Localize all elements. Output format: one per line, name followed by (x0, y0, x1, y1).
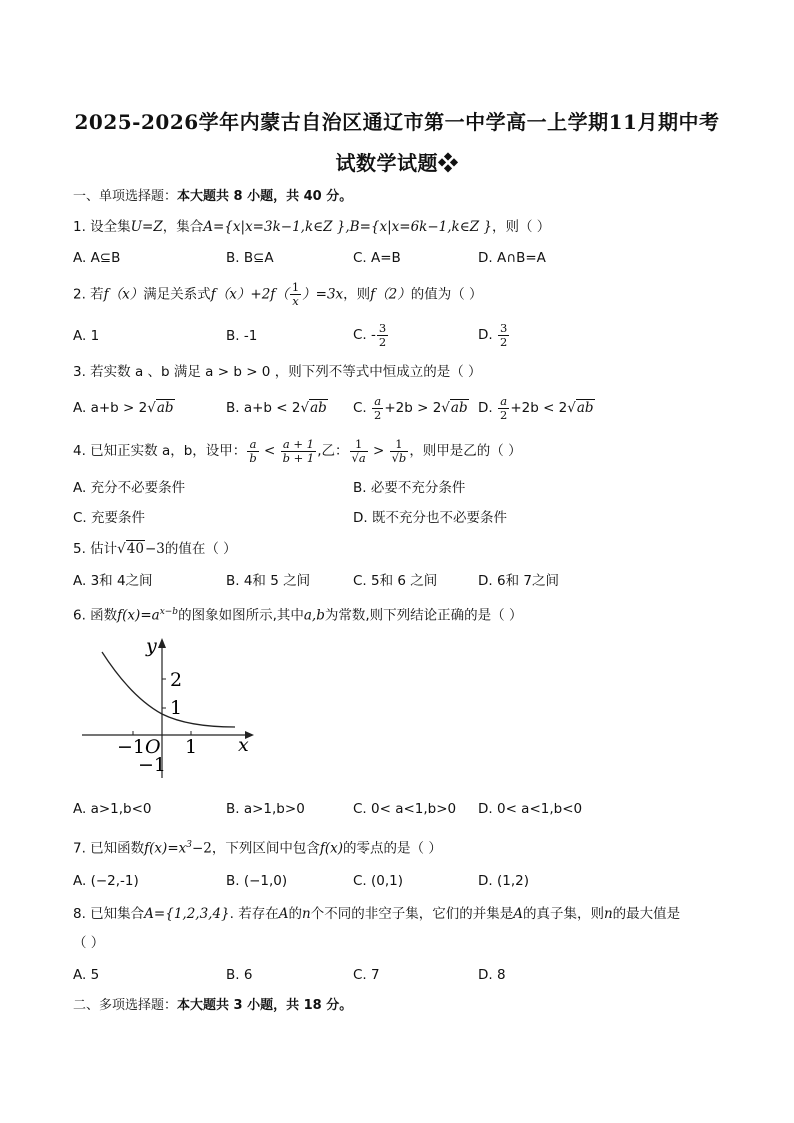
q2-math-relation: f（x）+2f（ (210, 286, 289, 303)
q2-option-c (353, 318, 389, 352)
q6-option-b: B. a>1,b>0 (226, 801, 305, 817)
q3-c-num: a (372, 395, 383, 409)
q5-sqrt: √40 (117, 541, 144, 557)
graph-label-y: y (146, 635, 157, 657)
q1-text-c: ，集合 (162, 219, 204, 235)
q5-text-a: 5. 估计 (73, 541, 118, 557)
q4-f1-den: b (249, 450, 257, 465)
q7-math-fx: f(x) (319, 840, 344, 857)
q8-text-k: 的最大值是 (612, 906, 681, 922)
section-2-heading (73, 997, 352, 1015)
q4-f3-num: 1 (350, 438, 368, 452)
q4-f3-den: √a (351, 450, 366, 465)
q7-math-exponent: 3 (186, 840, 192, 850)
graph-label-x: x (238, 734, 249, 756)
q3-d-mid: +2b < 2 (510, 400, 568, 416)
graph-label-neg1-y: −1 (138, 754, 167, 776)
q4-option-b: B. 必要不充分条件 (353, 480, 466, 496)
q2-text-a: 2. 若 (73, 286, 104, 303)
q2-text-c: 满足关系式 (143, 286, 211, 303)
section-2-prefix: 二、多项选择题： (73, 998, 178, 1013)
q4-fraction-1 (247, 438, 258, 465)
q2-option-d (478, 318, 510, 352)
q3-d-label: D. (478, 400, 497, 416)
q1-math-sets: A={x|x=3k−1,k∈Z },B={x|x=6k−1,k∈Z } (203, 219, 492, 235)
q2-option-b: B. -1 (226, 328, 258, 344)
q3-d-num: a (498, 395, 509, 409)
q1-option-c: C. A=B (353, 250, 401, 266)
q4-f1-num: a (247, 438, 258, 452)
q2-c-num: 3 (378, 320, 387, 335)
q3-d-radicand: ab (576, 400, 594, 416)
question-3-stem: 3. 若实数 a 、b 满足 a > b > 0 ，则下列不等式中恒成立的是（ ） (73, 364, 482, 380)
question-5-stem (73, 540, 237, 558)
y-axis-arrow (158, 638, 166, 648)
q3-d-fraction (498, 395, 509, 422)
q8-text-a: 8. 已知集合 (73, 906, 145, 922)
q5-minus-three: −3 (144, 541, 165, 557)
q4-option-a: A. 充分不必要条件 (73, 480, 186, 496)
q2-d-den: 2 (499, 334, 508, 349)
q7-option-c: C. (0,1) (353, 873, 404, 889)
question-4-stem (73, 433, 522, 469)
graph-label-origin: O (145, 736, 161, 758)
exam-title-line1: 2025-2026学年内蒙古自治区通辽市第一中学高一上学期11月期中考 (74, 110, 720, 134)
section-1-prefix: 一、单项选择题： (73, 189, 178, 204)
q3-d-sqrt: √ab (567, 400, 594, 416)
q5-option-c: C. 5和 6 之间 (353, 573, 438, 589)
section-2-desc: 本大题共 3 小题，共 18 分。 (177, 998, 353, 1013)
q3-b-radicand: ab (310, 400, 327, 416)
graph-label-1-y: 1 (170, 697, 183, 719)
q4-f2-num: a + 1 (281, 438, 317, 452)
q7-text-a: 7. 已知函数 (73, 840, 145, 857)
q6-math-ab: a,b (303, 607, 325, 624)
q4-less-than: < (263, 443, 276, 459)
q7-text-d: ，下列区间中包含 (211, 840, 320, 857)
q2-d-num: 3 (499, 320, 508, 335)
q2-math-f2: f（2） (370, 286, 411, 303)
q4-f4-num: 1 (390, 438, 409, 452)
question-8-stem-line1 (73, 905, 680, 923)
q2-option-d-label: D. (478, 327, 497, 343)
q6-option-d: D. 0< a<1,b<0 (478, 801, 583, 817)
q7-option-a: A. (−2,-1) (73, 873, 139, 889)
q3-c-radicand: ab (450, 400, 468, 416)
q4-fraction-3 (350, 438, 368, 465)
exam-title-line2: 试数学试题❖ (335, 151, 459, 175)
q7-text-f: 的零点的是（ ） (343, 840, 442, 857)
q2-c-den: 2 (378, 334, 387, 349)
q3-c-sqrt: √ab (441, 400, 468, 416)
q1-text-e: ，则（ ） (491, 219, 551, 235)
q2-option-d-fraction (498, 322, 509, 349)
q3-option-b (226, 399, 328, 417)
q3-c-fraction (372, 395, 383, 422)
section-1-heading (73, 188, 352, 206)
q2-option-c-fraction (377, 322, 388, 349)
q4-text-c: ，则甲是乙的（ ） (409, 443, 522, 459)
q6-text-e: 为常数,则下列结论正确的是（ ） (324, 607, 523, 624)
q4-option-d: D. 既不充分也不必要条件 (353, 510, 507, 526)
q1-option-b: B. B⊆A (226, 250, 274, 266)
q2-option-a: A. 1 (73, 328, 100, 344)
q2-frac-num: 1 (291, 280, 300, 294)
q3-b-sqrt: √ab (300, 400, 327, 416)
q3-a-text: A. a+b > 2 (73, 400, 148, 416)
q5-text-c: 的值在（ ） (164, 541, 237, 557)
q1-text-a: 1. 设全集 (73, 219, 131, 235)
q8-option-d: D. 8 (478, 967, 506, 983)
q8-text-i: 的真子集，则 (522, 906, 604, 922)
q4-text-a: 4. 已知正实数 a，b，设甲： (73, 443, 247, 459)
q8-option-a: A. 5 (73, 967, 100, 983)
function-curve (102, 652, 235, 727)
q6-option-a: A. a>1,b<0 (73, 801, 152, 817)
graph-label-1-x: 1 (185, 736, 198, 758)
q6-text-c: 的图象如图所示,其中 (178, 607, 304, 624)
q7-math-f: f(x)=x (144, 840, 187, 857)
question-8-stem-line2: （ ） (73, 935, 105, 951)
q1-math-universal-set: U=Z (130, 219, 163, 235)
section-1-desc: 本大题共 8 小题，共 40 分。 (177, 189, 353, 204)
q8-math-n1: n (302, 906, 311, 922)
q8-math-a1: A (278, 906, 289, 922)
q8-text-c: . 若存在 (229, 906, 279, 922)
q8-text-e: 的 (288, 906, 302, 922)
q2-text-h: 的值为（ ） (410, 286, 483, 303)
q6-math-f: f(x)=a (117, 607, 160, 624)
q3-b-text: B. a+b < 2 (226, 400, 301, 416)
q3-c-label: C. (353, 400, 372, 416)
q7-option-d: D. (1,2) (478, 873, 529, 889)
q4-option-c: C. 充要条件 (73, 510, 146, 526)
q1-option-d: D. A∩B=A (478, 250, 546, 266)
q6-function-graph (80, 630, 265, 780)
q2-option-c-label: C. - (353, 327, 376, 343)
q3-a-radicand: ab (156, 400, 174, 416)
q6-text-a: 6. 函数 (73, 607, 118, 624)
question-1-stem (73, 218, 550, 236)
q6-math-exponent: x−b (159, 607, 179, 617)
q8-option-c: C. 7 (353, 967, 380, 983)
q6-option-c: C. 0< a<1,b>0 (353, 801, 457, 817)
q8-math-a2: A (513, 906, 523, 922)
q2-math-f: f（x） (103, 286, 144, 303)
q8-math-set: A={1,2,3,4} (144, 906, 230, 922)
q7-option-b: B. (−1,0) (226, 873, 288, 889)
q2-fraction (290, 281, 301, 308)
q8-text-g: 个不同的非空子集，它们的并集是 (310, 906, 514, 922)
question-2-stem (73, 281, 483, 308)
q5-radicand: 40 (126, 541, 144, 557)
q3-option-d (478, 391, 595, 425)
question-7-stem (73, 836, 442, 858)
q3-option-a (73, 399, 175, 417)
graph-label-neg1-x: −1 (117, 736, 146, 758)
q8-option-b: B. 6 (226, 967, 253, 983)
q3-c-den: 2 (374, 407, 382, 422)
q3-c-mid: +2b > 2 (384, 400, 442, 416)
q4-f2-den: b + 1 (282, 450, 315, 465)
graph-label-2: 2 (170, 669, 183, 691)
q5-option-a: A. 3和 4之间 (73, 573, 153, 589)
q4-greater-than: > (373, 443, 385, 459)
q3-d-den: 2 (499, 407, 508, 422)
q8-math-n2: n (603, 906, 613, 922)
q4-fraction-2 (281, 438, 317, 465)
q5-option-b: B. 4和 5 之间 (226, 573, 311, 589)
q2-math-rhs: ）=3x (302, 286, 344, 303)
q4-text-b: ,乙： (317, 443, 349, 459)
q7-math-minus-two: −2 (191, 840, 212, 857)
q1-option-a: A. A⊆B (73, 250, 121, 266)
q2-text-f: ，则 (343, 286, 371, 303)
q4-fraction-4 (390, 438, 409, 465)
q3-a-sqrt: √ab (147, 400, 174, 416)
q5-option-d: D. 6和 7之间 (478, 573, 559, 589)
q4-f4-den: √b (391, 450, 407, 465)
q2-frac-den: x (292, 294, 299, 308)
question-6-stem (73, 603, 522, 625)
q3-option-c (353, 391, 469, 425)
